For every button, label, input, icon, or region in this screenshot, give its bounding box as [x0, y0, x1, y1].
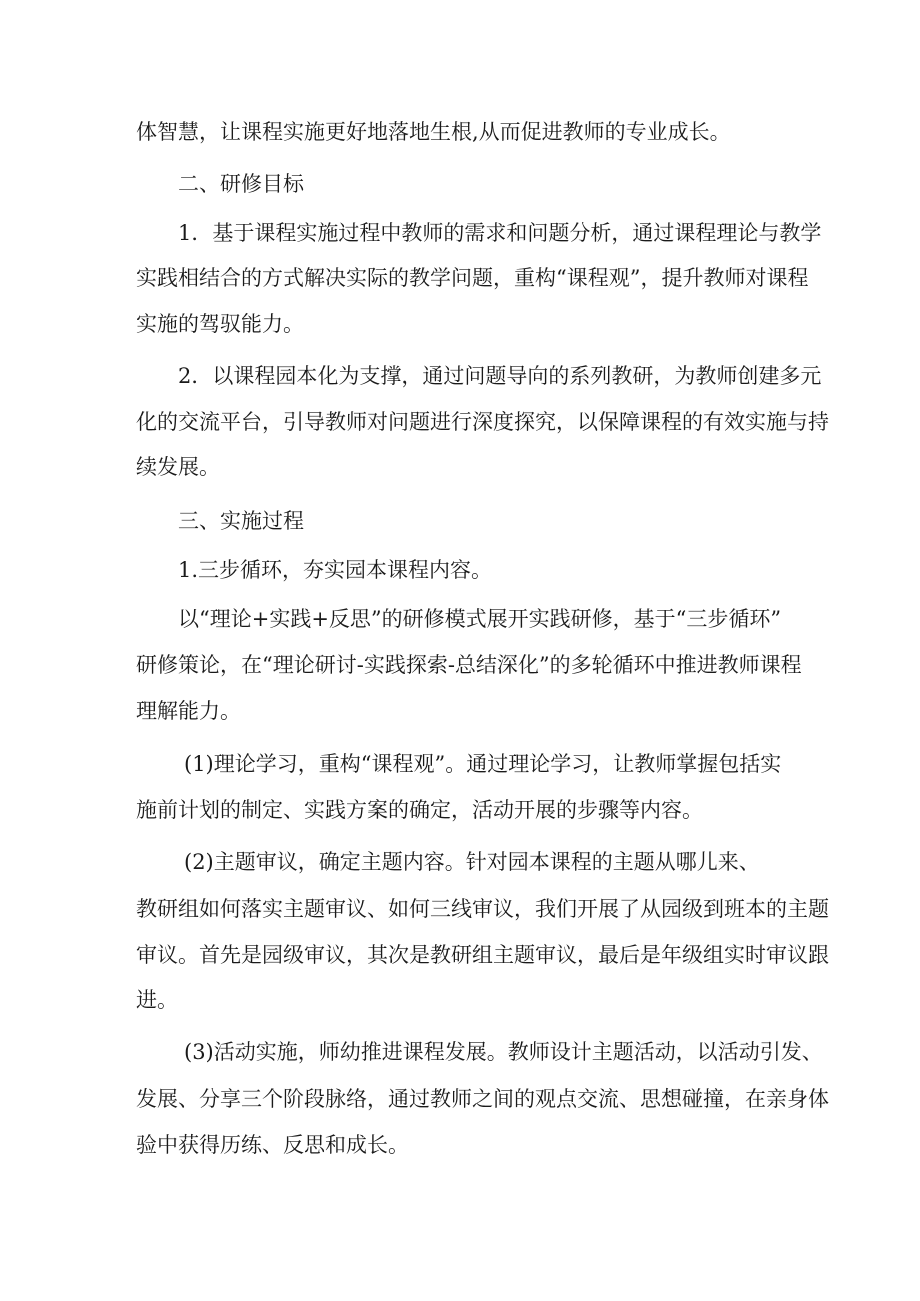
body-line: 验中获得历练、反思和成长。 [136, 1133, 409, 1157]
section-heading: 三、实施过程 [178, 509, 304, 533]
body-line: 发展、分享三个阶段脉络，通过教师之间的观点交流、思想碰撞，在亲身体 [136, 1087, 829, 1111]
body-line: 1．基于课程实施过程中教师的需求和问题分析，通过课程理论与教学 [178, 221, 822, 245]
body-line: 审议。首先是园级审议，其次是教研组主题审议，最后是年级组实时审议跟 [136, 943, 829, 967]
body-line: 体智慧，让课程实施更好地落地生根,从而促进教师的专业成长。 [136, 120, 731, 144]
body-line: 实施的驾驭能力。 [136, 312, 304, 336]
body-line: 以“理论+实践+反思”的研修模式展开实践研修，基于“三步循环” [178, 607, 782, 631]
body-line: 续发展。 [136, 455, 220, 479]
body-line: 化的交流平台，引导教师对问题进行深度探究，以保障课程的有效实施与持 [136, 410, 829, 434]
section-heading: 二、研修目标 [178, 172, 304, 196]
body-line: 施前计划的制定、实践方案的确定，活动开展的步骤等内容。 [136, 798, 703, 822]
body-line: 理解能力。 [136, 699, 241, 723]
body-line: 2．以课程园本化为支撑，通过问题导向的系列教研，为教师创建多元 [178, 364, 822, 388]
body-line: 进。 [136, 988, 178, 1012]
subsection-heading: 1.三步循环，夯实园本课程内容。 [178, 558, 493, 582]
body-line: (2)主题审议，确定主题内容。针对园本课程的主题从哪儿来、 [184, 850, 760, 874]
body-line: 研修策论，在“理论研讨-实践探索-总结深化”的多轮循环中推进教师课程 [136, 653, 802, 677]
body-line: 实践相结合的方式解决实际的教学问题，重构“课程观”，提升教师对课程 [136, 266, 809, 290]
body-line: (1)理论学习，重构“课程观”。通过理论学习，让教师掌握包括实 [184, 752, 782, 776]
body-line: 教研组如何落实主题审议、如何三线审议，我们开展了从园级到班本的主题 [136, 897, 829, 921]
body-line: (3)活动实施，师幼推进课程发展。教师设计主题活动，以活动引发、 [184, 1040, 823, 1064]
